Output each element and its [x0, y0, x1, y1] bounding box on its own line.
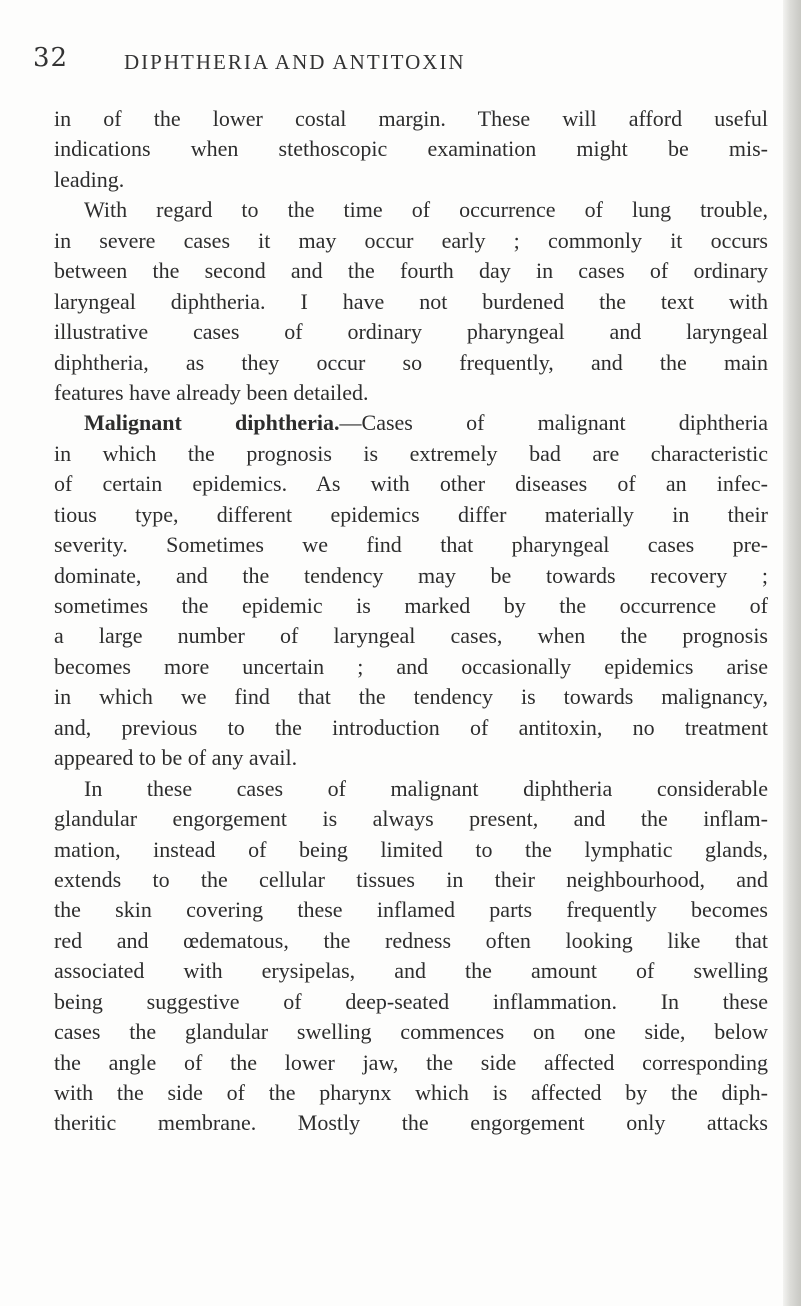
text-line: red and œdematous, the redness often looking like that	[54, 927, 768, 953]
page-number: 32	[33, 43, 69, 73]
text-line: In these cases of malignant diphtheria considerable	[84, 775, 768, 801]
text-line: laryngeal diphtheria. I have not burdened the text with	[54, 288, 768, 314]
text-line: severity. Sometimes we find that pharyngeal cases pre-	[54, 532, 768, 558]
text-line-with-heading	[54, 408, 768, 438]
text-line: in which the prognosis is extremely bad are characteristic	[54, 440, 768, 466]
text-line: with the side of the pharynx which is affected by the diph-	[54, 1080, 768, 1105]
text-line: tious type, different epidemics differ materially in their	[54, 501, 768, 527]
text-line: illustrative cases of ordinary pharyngeal and laryngeal	[54, 319, 768, 345]
text-line: appeared to be of any avail.	[54, 745, 298, 771]
text-line: extends to the cellular tissues in their neighbourhood, and	[54, 866, 768, 892]
text-line: theritic membrane. Mostly the engorgement only attacks	[54, 1110, 768, 1136]
text-line: cases the glandular swelling commences on one side, below	[54, 1019, 768, 1045]
text-line: of certain epidemics. As with other diseases of an infec-	[54, 471, 768, 497]
text-line: diphtheria, as they occur so frequently, and the main	[54, 349, 768, 375]
text-line: sometimes the epidemic is marked by the occurrence of	[54, 593, 768, 618]
text-line: mation, instead of being limited to the lymphatic glands,	[54, 836, 768, 862]
text-line: in severe cases it may occur early ; commonly it occurs	[54, 227, 768, 253]
text-line: features have already been detailed.	[54, 379, 369, 405]
text-line: With regard to the time of occurrence of lung trouble,	[84, 197, 768, 223]
text-line: in which we find that the tendency is towards malignancy,	[54, 684, 768, 710]
text-line: being suggestive of deep-seated inflammation. In these	[54, 988, 768, 1014]
text-line: associated with erysipelas, and the amount of swelling	[54, 958, 768, 984]
page-edge-shadow	[783, 0, 801, 1306]
text-line: indications when stethoscopic examination might be mis-	[54, 136, 768, 162]
text-line: in of the lower costal margin. These will afford useful	[54, 106, 768, 131]
text-line: the angle of the lower jaw, the side affected corresponding	[54, 1049, 768, 1075]
section-heading: Malignant diphtheria.	[84, 410, 340, 436]
heading-continuation: —Cases of malignant diphtheria	[339, 410, 768, 436]
text-line: dominate, and the tendency may be towards recovery ;	[54, 562, 768, 588]
text-line: between the second and the fourth day in cases of ordinary	[54, 258, 768, 284]
running-title: DIPHTHERIA AND ANTITOXIN	[124, 50, 466, 74]
text-line: the skin covering these inflamed parts frequently becomes	[54, 897, 768, 923]
text-line: leading.	[54, 166, 125, 192]
text-line: and, previous to the introduction of antitoxin, no treatment	[54, 714, 768, 740]
text-line: glandular engorgement is always present, and the inflam-	[54, 806, 768, 832]
body-text	[54, 104, 768, 1139]
text-line: a large number of laryngeal cases, when the prognosis	[54, 623, 768, 649]
text-line: becomes more uncertain ; and occasionally epidemics arise	[54, 653, 768, 679]
